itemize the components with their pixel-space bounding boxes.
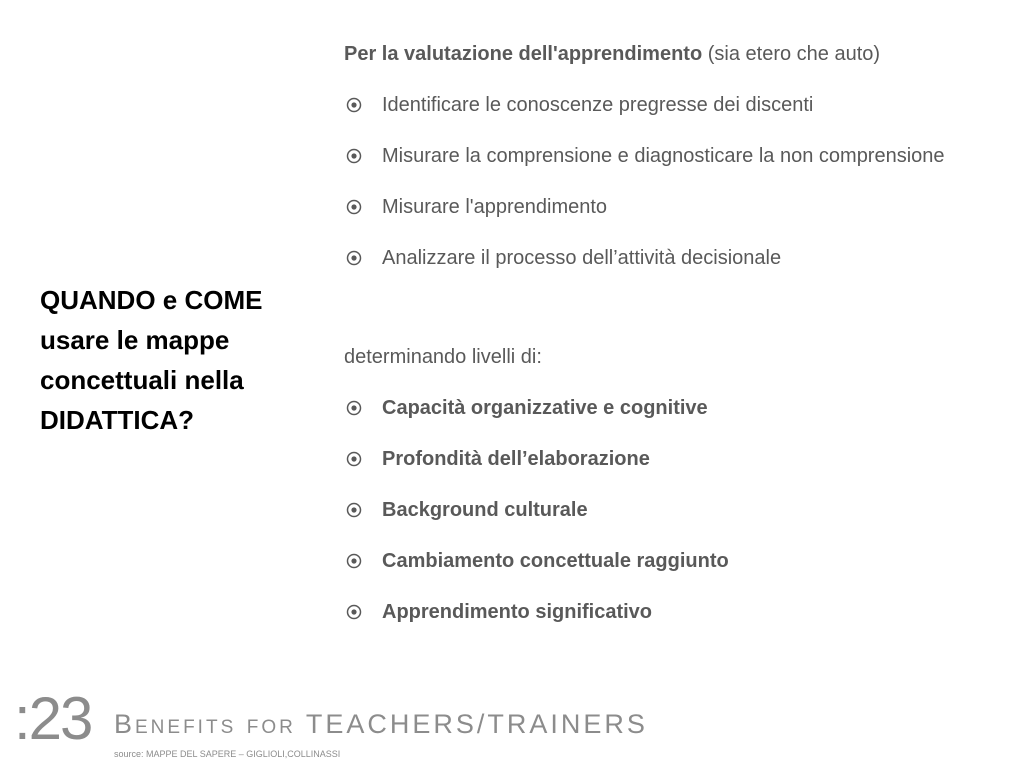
circled-dot-bullet-icon bbox=[346, 199, 362, 215]
list-item bbox=[344, 243, 994, 273]
list-item-text: Background culturale bbox=[382, 499, 588, 521]
list-item bbox=[344, 546, 994, 576]
slide-question-title: QUANDO e COME usare le mappe concettuali nella DIDATTICA? bbox=[40, 285, 263, 435]
circled-dot-bullet-icon bbox=[346, 451, 362, 467]
list-item bbox=[344, 444, 994, 474]
circled-dot-bullet-icon bbox=[346, 553, 362, 569]
assessment-bullet-list bbox=[344, 90, 994, 273]
list-item-text: Capacità organizzative e cognitive bbox=[382, 397, 708, 419]
list-item-text: Identificare le conoscenze pregresse dei discenti bbox=[382, 94, 814, 116]
list-item-text: Analizzare il processo dell’attività decisionale bbox=[382, 247, 782, 269]
list-item bbox=[344, 90, 994, 120]
list-item-text: Misurare la comprensione e diagnosticare la non comprensione bbox=[382, 145, 945, 167]
list-item bbox=[344, 192, 994, 222]
circled-dot-bullet-icon bbox=[346, 400, 362, 416]
assessment-heading-bold: Per la valutazione dell'apprendimento bbox=[344, 43, 703, 65]
footer-title: Benefits for TEACHERS/TRAINERS bbox=[114, 709, 648, 739]
list-item bbox=[344, 495, 994, 525]
circled-dot-bullet-icon bbox=[346, 604, 362, 620]
list-item bbox=[344, 393, 994, 423]
list-item-text: Cambiamento concettuale raggiunto bbox=[382, 550, 729, 572]
slide-number: :23 bbox=[14, 685, 92, 752]
spacer bbox=[344, 294, 994, 342]
circled-dot-bullet-icon bbox=[346, 148, 362, 164]
circled-dot-bullet-icon bbox=[346, 250, 362, 266]
list-item-text: Apprendimento significativo bbox=[382, 601, 653, 623]
assessment-heading-note: (sia etero che auto) bbox=[702, 43, 881, 65]
list-item-text: Misurare l'apprendimento bbox=[382, 196, 608, 218]
list-item-text: Profondità dell’elaborazione bbox=[382, 448, 650, 470]
list-item bbox=[344, 141, 994, 171]
levels-subheading: determinando livelli di: bbox=[344, 346, 542, 368]
levels-bullet-list bbox=[344, 393, 994, 627]
circled-dot-bullet-icon bbox=[346, 502, 362, 518]
footer-source: source: MAPPE DEL SAPERE – GIGLIOLI,COLLINASSI bbox=[114, 749, 341, 759]
circled-dot-bullet-icon bbox=[346, 97, 362, 113]
assessment-heading bbox=[344, 39, 994, 69]
slide-content bbox=[344, 39, 994, 648]
list-item bbox=[344, 597, 994, 627]
